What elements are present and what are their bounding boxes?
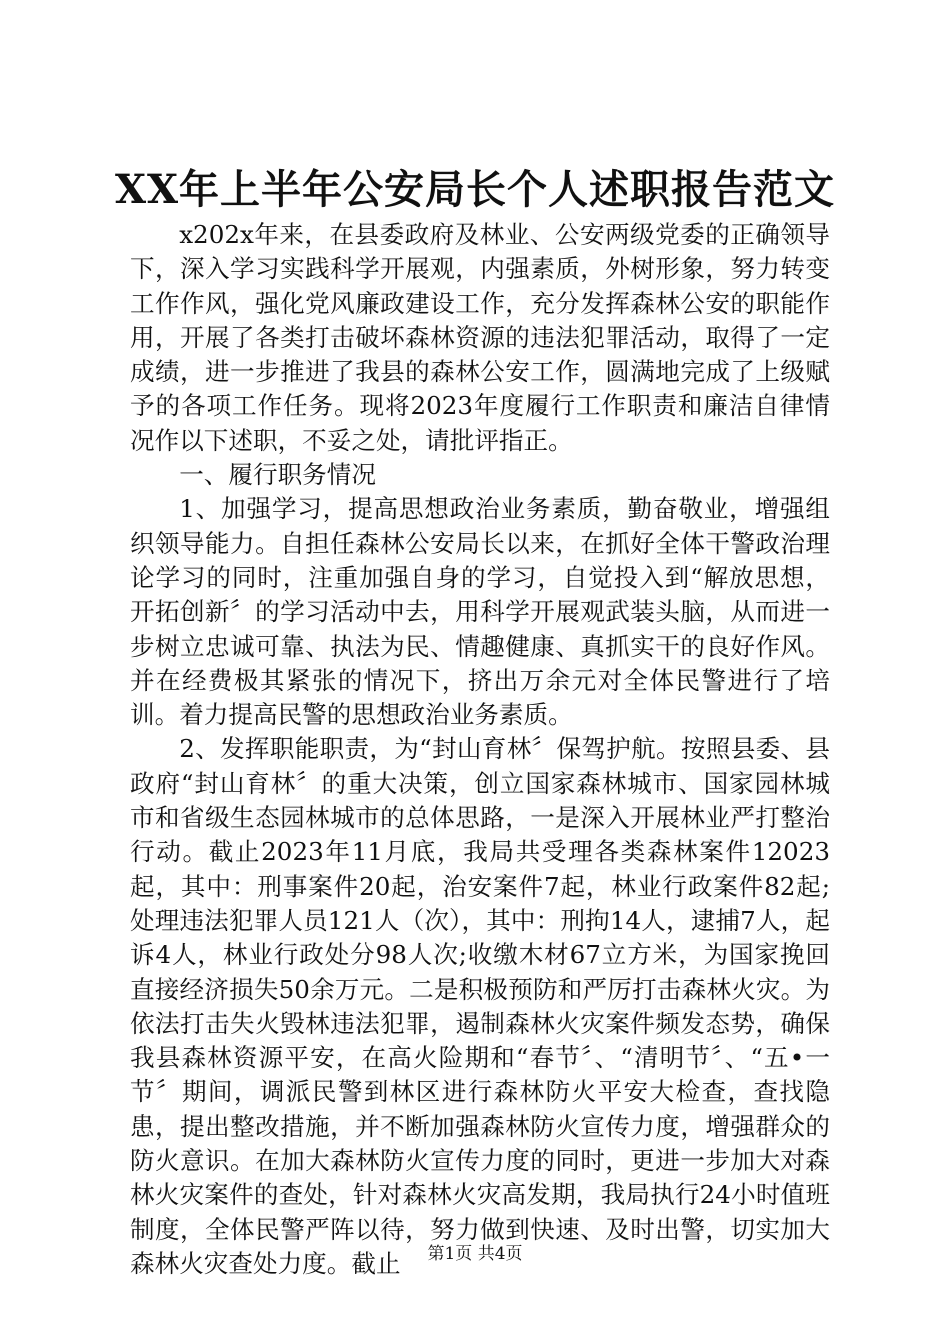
section-heading-duties: 一、履行职务情况: [179, 460, 376, 490]
paragraph-study: 1、加强学习，提高思想政治业务素质，勤奋敬业，增强组织领导能力。自担任森林公安局长以来，在抓好全体干警政治理论学习的同时，注重加强自身的学习，自觉投入到“解放思想，开拓创新〞的学习活动中去，用科学开展观武装头脑，从而进一步树立忠诚可靠、执法为民、情趣健康、真抓实干的良好作风。并在经费极其紧张的情况下，挤出万余元对全体民警进行了培训。着力提高民警的思想政治业务素质。: [130, 494, 830, 730]
paragraph-intro: x202x年来，在县委政府及林业、公安两级党委的正确领导下，深入学习实践科学开展观，内强素质，外树形象，努力转变工作作风，强化党风廉政建设工作，充分发挥森林公安的职能作用，开展了各类打击破坏森林资源的违法犯罪活动，取得了一定成绩，进一步推进了我县的森林公安工作，圆满地完成了上级赋予的各项工作任务。现将2023年度履行工作职责和廉洁自律情况作以下述职，不妥之处，请批评指正。: [130, 220, 830, 455]
page-footer: 第1页 共4页: [427, 1244, 523, 1264]
document-body: [130, 218, 830, 1281]
paragraph-functions: 2、发挥职能职责，为“封山育林〞保驾护航。按照县委、县政府“封山育林〞的重大决策，创立国家森林城市、国家园林城市和省级生态园林城市的总体思路，一是深入开展林业严打整治行动。截止2023年11月底，我局共受理各类森林案件12023起，其中：刑事案件20起，治安案件7起，林业行政案件82起;处理违法犯罪人员121人（次），其中：刑拘14人，逮捕7人，起诉4人，林业行政处分98人次;收缴木材67立方米，为国家挽回直接经济损失50余万元。二是积极预防和严厉打击森林火灾。为依法打击失火毁林违法犯罪，遏制森林火灾案件频发态势，确保我县森林资源平安，在高火险期和“春节〞、“清明节〞、“五•一节〞期间，调派民警到林区进行森林防火平安大检查，查找隐患，提出整改措施，并不断加强森林防火宣传力度，增强群众的防火意识。在加大森林防火宣传力度的同时，更进一步加大对森林火灾案件的查处，针对森林火灾高发期，我局执行24小时值班制度，全体民警严阵以待，努力做到快速、及时出警，切实加大森林火灾查处力度。截止: [130, 734, 830, 1278]
document-title: XX年上半年公安局长个人述职报告范文: [114, 166, 836, 213]
